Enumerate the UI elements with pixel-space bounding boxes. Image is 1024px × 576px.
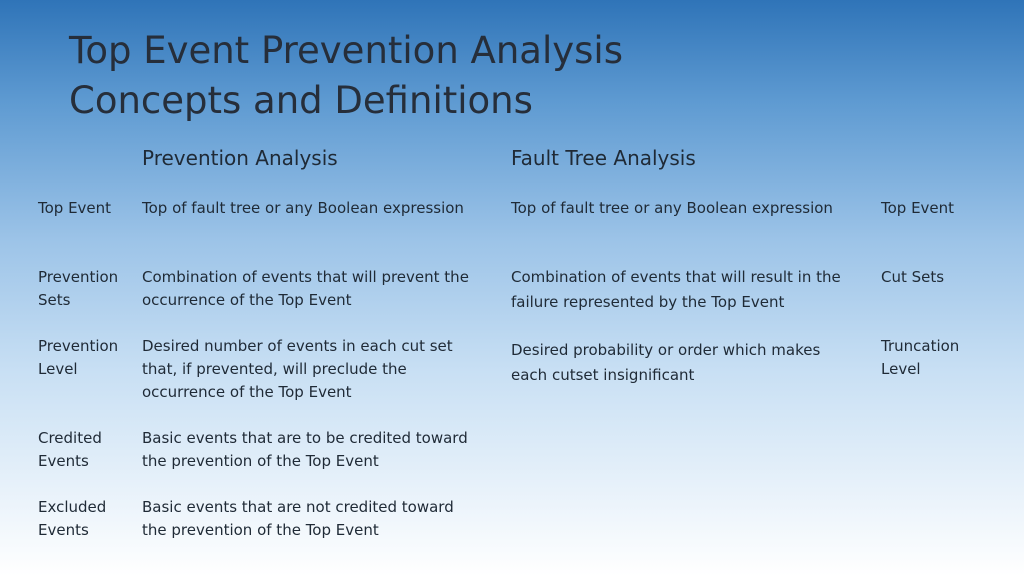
pa-definition: Basic events that are to be credited toward the prevention of the Top Event: [142, 429, 468, 470]
fta-definition: Combination of events that will result in the failure represented by the Top Event: [511, 268, 841, 311]
slide-title-line-1: Top Event Prevention Analysis: [69, 29, 623, 72]
pa-term: Excluded Events: [38, 498, 107, 539]
slide-title: [69, 26, 623, 126]
pa-definition: Desired number of events in each cut set that, if prevented, will preclude the occurrence of the Top Event: [142, 337, 453, 401]
fta-term: Truncation Level: [881, 337, 960, 378]
fta-definition: Desired probability or order which makes each cutset insignificant: [511, 341, 821, 384]
pa-definition: Combination of events that will prevent the occurrence of the Top Event: [142, 268, 469, 309]
pa-definition: Top of fault tree or any Boolean expression: [142, 199, 464, 217]
pa-term: Credited Events: [38, 429, 102, 470]
pa-definition: Basic events that are not credited toward the prevention of the Top Event: [142, 498, 454, 539]
fault-tree-analysis-header: Fault Tree Analysis: [511, 146, 696, 170]
pa-term: Top Event: [38, 199, 112, 217]
pa-term: Prevention Level: [38, 337, 119, 378]
pa-term: Prevention Sets: [38, 268, 119, 309]
prevention-analysis-header: Prevention Analysis: [142, 146, 338, 170]
fta-term: Top Event: [881, 199, 955, 217]
slide-title-line-2: Concepts and Definitions: [69, 79, 533, 122]
fta-term: Cut Sets: [881, 268, 945, 286]
fta-definition: Top of fault tree or any Boolean expression: [511, 199, 833, 217]
